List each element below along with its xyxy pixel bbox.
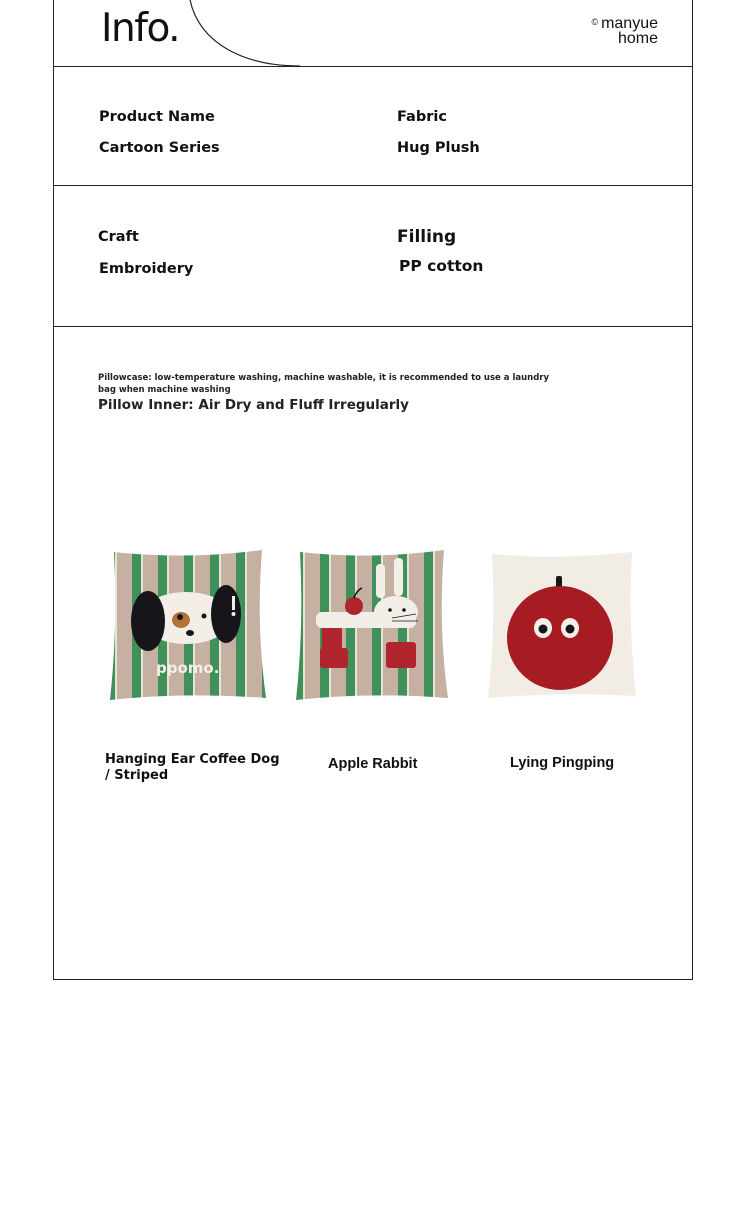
filling-value: PP cotton — [399, 257, 484, 275]
craft-label: Craft — [98, 229, 139, 245]
pillowcase-care-note: Pillowcase: low-temperature washing, machine washable, it is recommended to use a laundry bag when machine washing — [98, 373, 550, 395]
brand-line-2: home — [617, 30, 658, 47]
brand-logo — [591, 15, 658, 46]
product-caption-apple: Lying Pingping — [510, 755, 615, 771]
product-caption-dog: Hanging Ear Coffee Dog / Striped — [105, 752, 280, 783]
brand-line-1: manyue — [601, 15, 658, 32]
divider-header — [53, 66, 693, 67]
title-arc-decoration — [186, 0, 306, 70]
fabric-label: Fabric — [397, 109, 447, 125]
product-caption-rabbit: Apple Rabbit — [328, 756, 418, 772]
divider-row2 — [53, 326, 693, 327]
product-name-value: Cartoon Series — [99, 140, 220, 156]
dog-pillow-image — [106, 546, 270, 706]
filling-label: Filling — [397, 227, 457, 247]
apple-pillow-image — [484, 546, 640, 704]
fabric-value: Hug Plush — [397, 140, 480, 156]
rabbit-pillow-image — [294, 546, 450, 706]
copyright-symbol: © — [591, 17, 599, 27]
pillow-inner-care-note: Pillow Inner: Air Dry and Fluff Irregularly — [98, 397, 409, 413]
page-title: Info. — [101, 6, 180, 51]
ppomo-embroidery-text: ppomo. — [156, 659, 220, 677]
product-name-label: Product Name — [99, 109, 215, 125]
divider-row1 — [53, 185, 693, 186]
craft-value: Embroidery — [99, 261, 194, 277]
